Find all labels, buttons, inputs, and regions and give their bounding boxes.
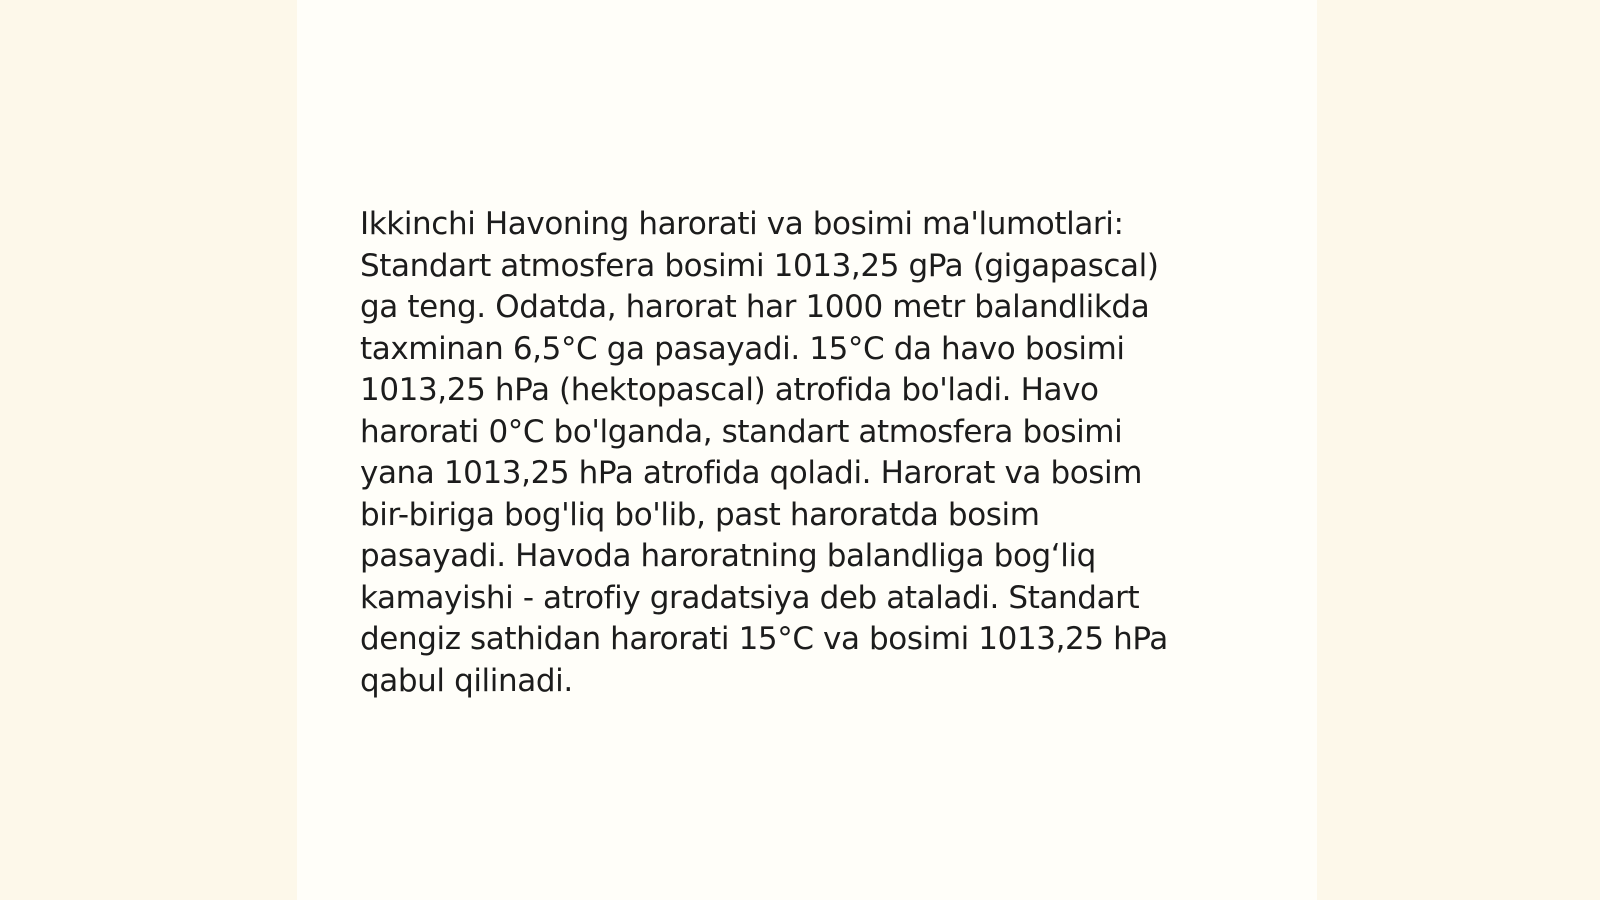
slide-body-text [360, 204, 1240, 702]
text-line: harorati 0°C bo'lganda, standart atmosfera bosimi [360, 413, 1123, 450]
slide [297, 0, 1317, 900]
text-line: bir-biriga bog'liq bo'lib, past haroratda bosim [360, 496, 1040, 533]
text-line: dengiz sathidan harorati 15°C va bosimi 1013,25 hPa [360, 621, 1168, 657]
text-line: 1013,25 hPa (hektopascal) atrofida bo'ladi. Havo [360, 372, 1099, 408]
text-line: kamayishi - atrofiy gradatsiya deb ataladi. Standart [360, 579, 1140, 616]
text-line: Standart atmosfera bosimi 1013,25 gPa (gigapascal) [360, 247, 1159, 284]
text-line: qabul qilinadi. [360, 662, 573, 699]
text-line: taxminan 6,5°C ga pasayadi. 15°C da havo bosimi [360, 330, 1125, 367]
text-line: Ikkinchi Havoning harorati va bosimi ma'lumotlari: [360, 206, 1124, 242]
text-line: pasayadi. Havoda haroratning balandliga bog‘liq [360, 538, 1096, 574]
text-line: ga teng. Odatda, harorat har 1000 metr balandlikda [360, 289, 1150, 325]
text-line: yana 1013,25 hPa atrofida qoladi. Harorat va bosim [360, 455, 1143, 491]
